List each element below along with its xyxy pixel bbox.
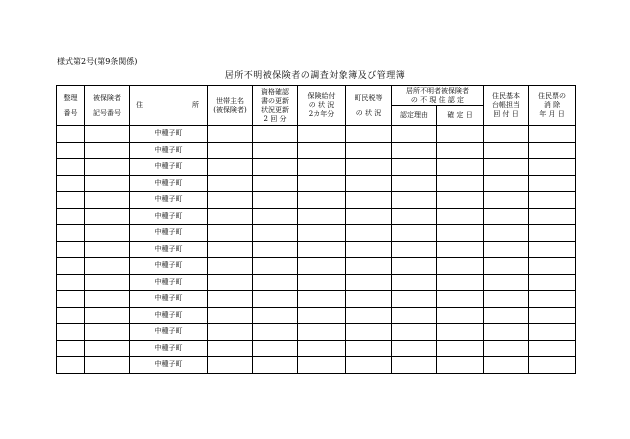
cell-nintei-riyu bbox=[392, 142, 437, 159]
cell-seiri-bango bbox=[57, 159, 85, 176]
cell-juminhyo-shojo bbox=[529, 225, 576, 242]
header-shikaku-kakunin-line-4: 2 回 分 bbox=[263, 114, 287, 123]
cell-setainushi bbox=[208, 274, 253, 291]
header-hoken-kyufu-line-3: 2カ年分 bbox=[308, 110, 335, 118]
cell-hoken-kyufu bbox=[298, 175, 346, 192]
cell-juminhyo-shojo bbox=[529, 142, 576, 159]
table-row bbox=[57, 175, 576, 192]
cell-seiri-bango bbox=[57, 225, 85, 242]
cell-kigo-bango bbox=[85, 225, 130, 242]
cell-kakutei-bi bbox=[437, 159, 484, 176]
cell-choumin-zei bbox=[346, 192, 392, 209]
cell-hoken-kyufu bbox=[298, 159, 346, 176]
cell-jumin-kihon bbox=[484, 175, 529, 192]
cell-choumin-zei bbox=[346, 142, 392, 159]
header-hoken-kyufu-line-1: 保険給付 bbox=[307, 92, 336, 100]
header-jusho-left: 住 bbox=[136, 101, 143, 109]
cell-jumin-kihon bbox=[484, 159, 529, 176]
cell-choumin-zei bbox=[346, 357, 392, 374]
cell-juminhyo-shojo bbox=[529, 192, 576, 209]
cell-hoken-kyufu bbox=[298, 126, 346, 143]
header-kigo-bango-line-2: 記号番号 bbox=[93, 108, 121, 117]
cell-jumin-kihon bbox=[484, 192, 529, 209]
cell-juminhyo-shojo bbox=[529, 291, 576, 308]
cell-kigo-bango bbox=[85, 159, 130, 176]
cell-nintei-riyu bbox=[392, 340, 437, 357]
header-hoken-kyufu bbox=[298, 86, 346, 126]
cell-setainushi bbox=[208, 241, 253, 258]
cell-jumin-kihon bbox=[484, 291, 529, 308]
cell-choumin-zei bbox=[346, 159, 392, 176]
header-kyosho-fumei-line-2: の 不 現 住 認 定 bbox=[410, 95, 465, 104]
cell-kakutei-bi bbox=[437, 274, 484, 291]
cell-shikaku-kakunin bbox=[253, 225, 298, 242]
header-hoken-kyufu-line-2: の 状 況 bbox=[308, 101, 335, 109]
cell-juminhyo-shojo bbox=[529, 340, 576, 357]
cell-seiri-bango bbox=[57, 307, 85, 324]
cell-address: 中種子町 bbox=[130, 324, 208, 341]
table-row bbox=[57, 142, 576, 159]
cell-seiri-bango bbox=[57, 241, 85, 258]
cell-choumin-zei bbox=[346, 340, 392, 357]
cell-kakutei-bi bbox=[437, 307, 484, 324]
cell-setainushi bbox=[208, 159, 253, 176]
header-setainushi bbox=[208, 86, 253, 126]
cell-hoken-kyufu bbox=[298, 241, 346, 258]
cell-kigo-bango bbox=[85, 291, 130, 308]
header-nintei-riyu: 認定理由 bbox=[392, 106, 437, 126]
table-row bbox=[57, 307, 576, 324]
cell-juminhyo-shojo bbox=[529, 307, 576, 324]
cell-shikaku-kakunin bbox=[253, 258, 298, 275]
cell-hoken-kyufu bbox=[298, 142, 346, 159]
cell-choumin-zei bbox=[346, 324, 392, 341]
cell-nintei-riyu bbox=[392, 307, 437, 324]
cell-jumin-kihon bbox=[484, 225, 529, 242]
cell-address: 中種子町 bbox=[130, 357, 208, 374]
cell-kakutei-bi bbox=[437, 258, 484, 275]
cell-address: 中種子町 bbox=[130, 340, 208, 357]
cell-choumin-zei bbox=[346, 291, 392, 308]
cell-kakutei-bi bbox=[437, 142, 484, 159]
cell-juminhyo-shojo bbox=[529, 126, 576, 143]
register-table bbox=[56, 85, 576, 374]
cell-shikaku-kakunin bbox=[253, 340, 298, 357]
cell-kigo-bango bbox=[85, 126, 130, 143]
cell-address: 中種子町 bbox=[130, 307, 208, 324]
cell-kigo-bango bbox=[85, 258, 130, 275]
header-kigo-bango bbox=[85, 86, 130, 126]
cell-nintei-riyu bbox=[392, 274, 437, 291]
cell-shikaku-kakunin bbox=[253, 307, 298, 324]
header-choumin-zei-line-1: 町民税等 bbox=[354, 93, 383, 102]
cell-kigo-bango bbox=[85, 274, 130, 291]
cell-juminhyo-shojo bbox=[529, 175, 576, 192]
header-kigo-bango-line-1: 被保険者 bbox=[93, 93, 121, 102]
header-shikaku-kakunin bbox=[253, 86, 298, 126]
header-shikaku-kakunin-line-1: 資格確認 bbox=[261, 87, 289, 96]
cell-nintei-riyu bbox=[392, 192, 437, 209]
header-jumin-kihon-line-1: 住民基本 bbox=[492, 92, 520, 100]
cell-nintei-riyu bbox=[392, 126, 437, 143]
header-juminhyo-shojo-line-2: 消 除 bbox=[543, 101, 561, 109]
cell-hoken-kyufu bbox=[298, 274, 346, 291]
cell-seiri-bango bbox=[57, 175, 85, 192]
cell-address: 中種子町 bbox=[130, 241, 208, 258]
cell-setainushi bbox=[208, 307, 253, 324]
cell-choumin-zei bbox=[346, 258, 392, 275]
register-body bbox=[57, 126, 576, 374]
cell-choumin-zei bbox=[346, 307, 392, 324]
header-kakutei-bi: 確 定 日 bbox=[437, 106, 484, 126]
cell-juminhyo-shojo bbox=[529, 324, 576, 341]
cell-juminhyo-shojo bbox=[529, 159, 576, 176]
cell-kigo-bango bbox=[85, 192, 130, 209]
cell-setainushi bbox=[208, 258, 253, 275]
cell-kakutei-bi bbox=[437, 126, 484, 143]
cell-shikaku-kakunin bbox=[253, 241, 298, 258]
cell-nintei-riyu bbox=[392, 159, 437, 176]
table-row bbox=[57, 159, 576, 176]
cell-shikaku-kakunin bbox=[253, 324, 298, 341]
cell-juminhyo-shojo bbox=[529, 357, 576, 374]
table-row bbox=[57, 357, 576, 374]
cell-setainushi bbox=[208, 126, 253, 143]
cell-seiri-bango bbox=[57, 258, 85, 275]
header-juminhyo-shojo-line-3: 年 月 日 bbox=[539, 110, 565, 118]
header-kyosho-fumei bbox=[392, 86, 484, 106]
cell-jumin-kihon bbox=[484, 274, 529, 291]
table-row bbox=[57, 324, 576, 341]
header-shikaku-kakunin-line-2: 書の更新 bbox=[261, 96, 289, 105]
cell-kakutei-bi bbox=[437, 175, 484, 192]
cell-shikaku-kakunin bbox=[253, 208, 298, 225]
header-choumin-zei bbox=[346, 86, 392, 126]
cell-seiri-bango bbox=[57, 192, 85, 209]
cell-address: 中種子町 bbox=[130, 142, 208, 159]
cell-hoken-kyufu bbox=[298, 324, 346, 341]
cell-kakutei-bi bbox=[437, 208, 484, 225]
cell-shikaku-kakunin bbox=[253, 159, 298, 176]
header-juminhyo-shojo-line-1: 住民票の bbox=[538, 92, 566, 100]
cell-nintei-riyu bbox=[392, 324, 437, 341]
cell-shikaku-kakunin bbox=[253, 357, 298, 374]
cell-setainushi bbox=[208, 192, 253, 209]
cell-kakutei-bi bbox=[437, 340, 484, 357]
cell-address: 中種子町 bbox=[130, 274, 208, 291]
cell-choumin-zei bbox=[346, 126, 392, 143]
cell-kakutei-bi bbox=[437, 324, 484, 341]
table-row bbox=[57, 225, 576, 242]
cell-nintei-riyu bbox=[392, 291, 437, 308]
cell-jumin-kihon bbox=[484, 142, 529, 159]
table-row bbox=[57, 208, 576, 225]
cell-shikaku-kakunin bbox=[253, 274, 298, 291]
cell-kigo-bango bbox=[85, 241, 130, 258]
cell-choumin-zei bbox=[346, 175, 392, 192]
cell-kakutei-bi bbox=[437, 241, 484, 258]
cell-kigo-bango bbox=[85, 324, 130, 341]
cell-choumin-zei bbox=[346, 208, 392, 225]
cell-choumin-zei bbox=[346, 225, 392, 242]
cell-setainushi bbox=[208, 291, 253, 308]
cell-address: 中種子町 bbox=[130, 208, 208, 225]
header-seiri-bango-line-2: 番号 bbox=[63, 108, 78, 117]
cell-kigo-bango bbox=[85, 208, 130, 225]
cell-juminhyo-shojo bbox=[529, 241, 576, 258]
form-number-label: 様式第2号(第9条関係) bbox=[57, 57, 138, 66]
cell-seiri-bango bbox=[57, 291, 85, 308]
header-kyosho-fumei-line-1: 居所不明者被保険者 bbox=[406, 86, 469, 95]
cell-nintei-riyu bbox=[392, 357, 437, 374]
cell-setainushi bbox=[208, 340, 253, 357]
header-choumin-zei-line-2: の 状 況 bbox=[355, 108, 382, 117]
cell-seiri-bango bbox=[57, 126, 85, 143]
cell-hoken-kyufu bbox=[298, 208, 346, 225]
cell-juminhyo-shojo bbox=[529, 208, 576, 225]
cell-setainushi bbox=[208, 324, 253, 341]
header-jusho bbox=[130, 86, 208, 126]
cell-hoken-kyufu bbox=[298, 192, 346, 209]
cell-nintei-riyu bbox=[392, 241, 437, 258]
cell-address: 中種子町 bbox=[130, 291, 208, 308]
cell-seiri-bango bbox=[57, 324, 85, 341]
cell-jumin-kihon bbox=[484, 208, 529, 225]
cell-nintei-riyu bbox=[392, 208, 437, 225]
cell-address: 中種子町 bbox=[130, 126, 208, 143]
cell-seiri-bango bbox=[57, 357, 85, 374]
cell-hoken-kyufu bbox=[298, 258, 346, 275]
cell-address: 中種子町 bbox=[130, 258, 208, 275]
cell-setainushi bbox=[208, 225, 253, 242]
cell-kakutei-bi bbox=[437, 192, 484, 209]
header-jumin-kihon-line-3: 回 付 日 bbox=[493, 110, 519, 118]
cell-shikaku-kakunin bbox=[253, 192, 298, 209]
cell-shikaku-kakunin bbox=[253, 126, 298, 143]
cell-hoken-kyufu bbox=[298, 225, 346, 242]
cell-seiri-bango bbox=[57, 208, 85, 225]
cell-juminhyo-shojo bbox=[529, 274, 576, 291]
cell-address: 中種子町 bbox=[130, 175, 208, 192]
table-row bbox=[57, 291, 576, 308]
cell-hoken-kyufu bbox=[298, 307, 346, 324]
header-jumin-kihon bbox=[484, 86, 529, 126]
cell-setainushi bbox=[208, 175, 253, 192]
header-seiri-bango bbox=[57, 86, 85, 126]
cell-nintei-riyu bbox=[392, 258, 437, 275]
cell-address: 中種子町 bbox=[130, 225, 208, 242]
cell-jumin-kihon bbox=[484, 324, 529, 341]
cell-address: 中種子町 bbox=[130, 192, 208, 209]
cell-jumin-kihon bbox=[484, 126, 529, 143]
header-jumin-kihon-line-2: 台帳担当 bbox=[492, 101, 520, 109]
cell-seiri-bango bbox=[57, 274, 85, 291]
cell-hoken-kyufu bbox=[298, 340, 346, 357]
table-row bbox=[57, 241, 576, 258]
cell-shikaku-kakunin bbox=[253, 291, 298, 308]
cell-shikaku-kakunin bbox=[253, 175, 298, 192]
cell-jumin-kihon bbox=[484, 258, 529, 275]
cell-kigo-bango bbox=[85, 340, 130, 357]
document-title: 居所不明被保険者の調査対象簿及び管理簿 bbox=[224, 71, 406, 81]
cell-seiri-bango bbox=[57, 340, 85, 357]
table-row bbox=[57, 126, 576, 143]
cell-kigo-bango bbox=[85, 307, 130, 324]
cell-kigo-bango bbox=[85, 357, 130, 374]
cell-juminhyo-shojo bbox=[529, 258, 576, 275]
cell-jumin-kihon bbox=[484, 357, 529, 374]
table-row bbox=[57, 274, 576, 291]
cell-kigo-bango bbox=[85, 175, 130, 192]
cell-kakutei-bi bbox=[437, 357, 484, 374]
cell-nintei-riyu bbox=[392, 225, 437, 242]
cell-choumin-zei bbox=[346, 274, 392, 291]
table-row bbox=[57, 340, 576, 357]
cell-shikaku-kakunin bbox=[253, 142, 298, 159]
table-row bbox=[57, 258, 576, 275]
cell-kakutei-bi bbox=[437, 225, 484, 242]
cell-jumin-kihon bbox=[484, 340, 529, 357]
header-shikaku-kakunin-line-3: 状況更新 bbox=[261, 105, 289, 114]
header-setainushi-line-1: 世帯主名 bbox=[216, 96, 244, 105]
cell-address: 中種子町 bbox=[130, 159, 208, 176]
cell-hoken-kyufu bbox=[298, 291, 346, 308]
cell-choumin-zei bbox=[346, 241, 392, 258]
table-row bbox=[57, 192, 576, 209]
cell-kakutei-bi bbox=[437, 291, 484, 308]
cell-jumin-kihon bbox=[484, 241, 529, 258]
cell-setainushi bbox=[208, 142, 253, 159]
cell-kigo-bango bbox=[85, 142, 130, 159]
cell-seiri-bango bbox=[57, 142, 85, 159]
cell-jumin-kihon bbox=[484, 307, 529, 324]
cell-setainushi bbox=[208, 357, 253, 374]
header-jusho-right: 所 bbox=[192, 101, 199, 109]
cell-setainushi bbox=[208, 208, 253, 225]
header-seiri-bango-line-1: 整理 bbox=[63, 93, 78, 102]
cell-nintei-riyu bbox=[392, 175, 437, 192]
header-setainushi-line-2: (被保険者) bbox=[213, 105, 247, 114]
cell-hoken-kyufu bbox=[298, 357, 346, 374]
header-juminhyo-shojo bbox=[529, 86, 576, 126]
